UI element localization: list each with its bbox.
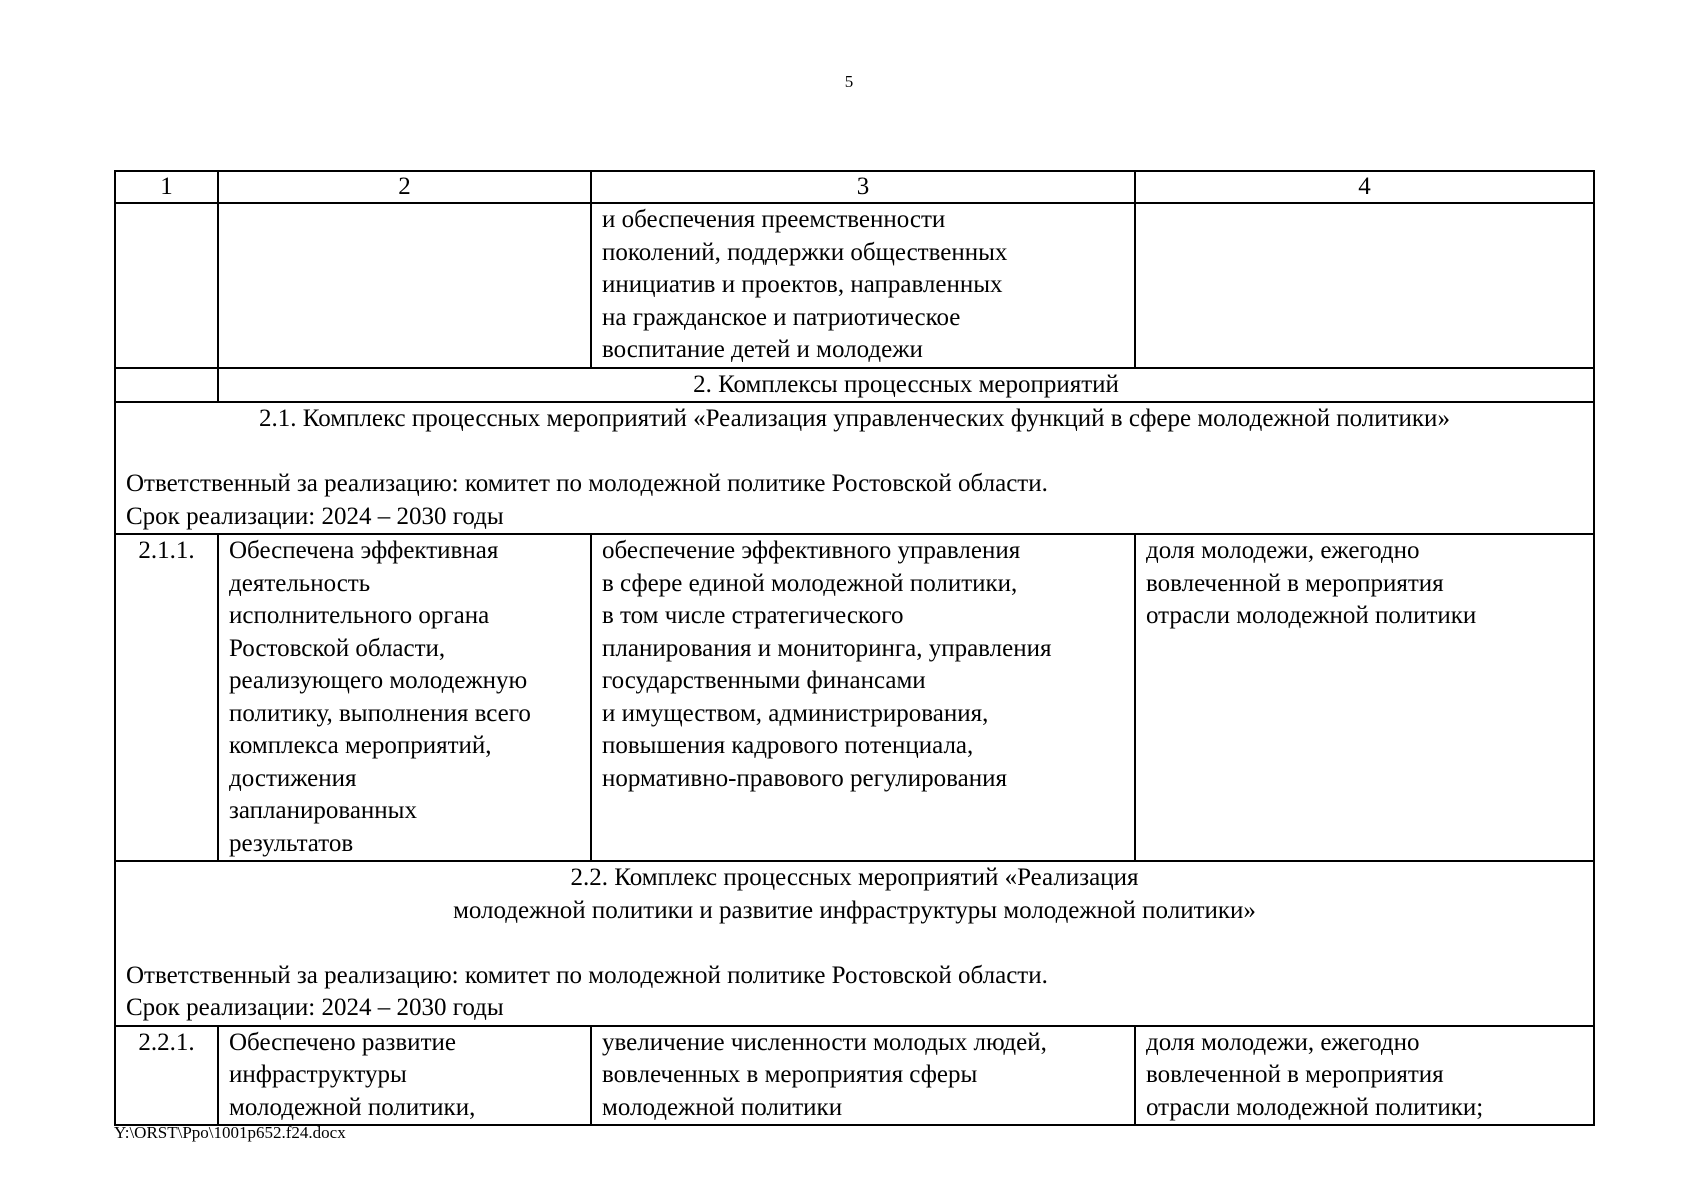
text-line: планирования и мониторинга, управления xyxy=(602,634,1052,662)
blank-line xyxy=(126,927,1583,960)
text-line: на гражданское и патриотическое xyxy=(602,303,961,331)
group-2-2-title-line: 2.2. Комплекс процессных мероприятий «Реализация xyxy=(570,864,1139,891)
group-2-2-title-line: молодежной политики и развитие инфраструктуры молодежной политики» xyxy=(453,896,1256,924)
continuation-col1 xyxy=(115,203,218,368)
text-line: вовлеченных в мероприятия сферы xyxy=(602,1061,978,1088)
row-2-2-1-result xyxy=(218,1026,591,1126)
row-2-2-1-description xyxy=(591,1026,1135,1126)
text-line: деятельность xyxy=(229,569,371,597)
group-2-1-responsible: Ответственный за реализацию: комитет по молодежной политике Ростовской области. xyxy=(126,470,1048,497)
text-line: отрасли молодежной политики; xyxy=(1146,1093,1484,1121)
group-2-1-cell xyxy=(115,402,1594,534)
text-line: в сфере единой молодежной политики, xyxy=(602,569,1018,597)
page-number: 5 xyxy=(844,72,854,91)
group-2-2-period: Срок реализации: 2024 – 2030 годы xyxy=(126,994,504,1021)
group-2-2-responsible: Ответственный за реализацию: комитет по молодежной политике Ростовской области. xyxy=(126,961,1048,989)
column-header-2: 2 xyxy=(218,171,591,203)
row-number: 2.1.1. xyxy=(115,534,218,861)
continuation-col4 xyxy=(1135,203,1594,368)
text-line: отрасли молодежной политики xyxy=(1146,602,1477,629)
text-line: политику, выполнения всего xyxy=(229,699,531,727)
group-2-1-row xyxy=(115,402,1594,534)
text-line: реализующего молодежную xyxy=(229,667,528,694)
text-line: вовлеченной в мероприятия xyxy=(1146,1061,1444,1088)
group-2-2-row xyxy=(115,861,1594,1026)
section-2-col1 xyxy=(115,368,218,403)
plan-table xyxy=(114,170,1595,1126)
text-line: молодежной политики xyxy=(602,1093,843,1121)
text-line: комплекса мероприятий, xyxy=(229,732,492,759)
text-line: запланированных xyxy=(229,797,417,824)
text-line: и обеспечения преемственности xyxy=(602,206,946,233)
table-row-2-2-1 xyxy=(115,1026,1594,1126)
column-header-1: 1 xyxy=(115,171,218,203)
group-2-1-period: Срок реализации: 2024 – 2030 годы xyxy=(126,502,504,530)
text-line: и имуществом, администрирования, xyxy=(602,699,989,727)
continuation-col2 xyxy=(218,203,591,368)
text-line: государственными финансами xyxy=(602,667,926,694)
text-line: вовлеченной в мероприятия xyxy=(1146,569,1444,597)
text-line: инициатив и проектов, направленных xyxy=(602,271,1003,298)
text-line: поколений, поддержки общественных xyxy=(602,238,1008,266)
text-line: молодежной политики, xyxy=(229,1093,476,1121)
text-line: нормативно-правового регулирования xyxy=(602,764,1007,792)
blank-line xyxy=(126,436,1583,469)
text-line: Ростовской области, xyxy=(229,634,446,662)
text-line: Обеспечено развитие xyxy=(229,1028,456,1056)
section-2-title: 2. Комплексы процессных мероприятий xyxy=(218,368,1594,403)
table-header-row xyxy=(115,171,1594,203)
row-number: 2.2.1. xyxy=(115,1026,218,1126)
group-2-1-title: 2.1. Комплекс процессных мероприятий «Реализация управленческих функций в сфере молодежной политики» xyxy=(259,405,1450,432)
text-line: воспитание детей и молодежи xyxy=(602,336,923,363)
text-line: достижения xyxy=(229,764,357,792)
column-header-3: 3 xyxy=(591,171,1135,203)
row-2-1-1-result xyxy=(218,534,591,861)
continuation-col3 xyxy=(591,203,1135,368)
column-header-4: 4 xyxy=(1135,171,1594,203)
text-line: доля молодежи, ежегодно xyxy=(1146,1028,1420,1056)
row-2-2-1-indicator xyxy=(1135,1026,1594,1126)
text-line: Обеспечена эффективная xyxy=(229,537,499,564)
row-2-1-1-description xyxy=(591,534,1135,861)
continuation-row xyxy=(115,203,1594,368)
group-2-2-cell xyxy=(115,861,1594,1026)
row-2-1-1-indicator xyxy=(1135,534,1594,861)
text-line: обеспечение эффективного управления xyxy=(602,537,1021,564)
file-path-footer: Y:\ORST\Ppo\1001p652.f24.docx xyxy=(114,1123,346,1142)
text-line: повышения кадрового потенциала, xyxy=(602,732,974,759)
text-line: исполнительного органа xyxy=(229,602,490,629)
text-line: доля молодежи, ежегодно xyxy=(1146,537,1420,564)
section-2-row xyxy=(115,368,1594,403)
text-line: инфраструктуры xyxy=(229,1061,407,1088)
text-line: результатов xyxy=(229,829,354,857)
table-row-2-1-1 xyxy=(115,534,1594,861)
text-line: в том числе стратегического xyxy=(602,602,904,629)
text-line: увеличение численности молодых людей, xyxy=(602,1028,1047,1056)
